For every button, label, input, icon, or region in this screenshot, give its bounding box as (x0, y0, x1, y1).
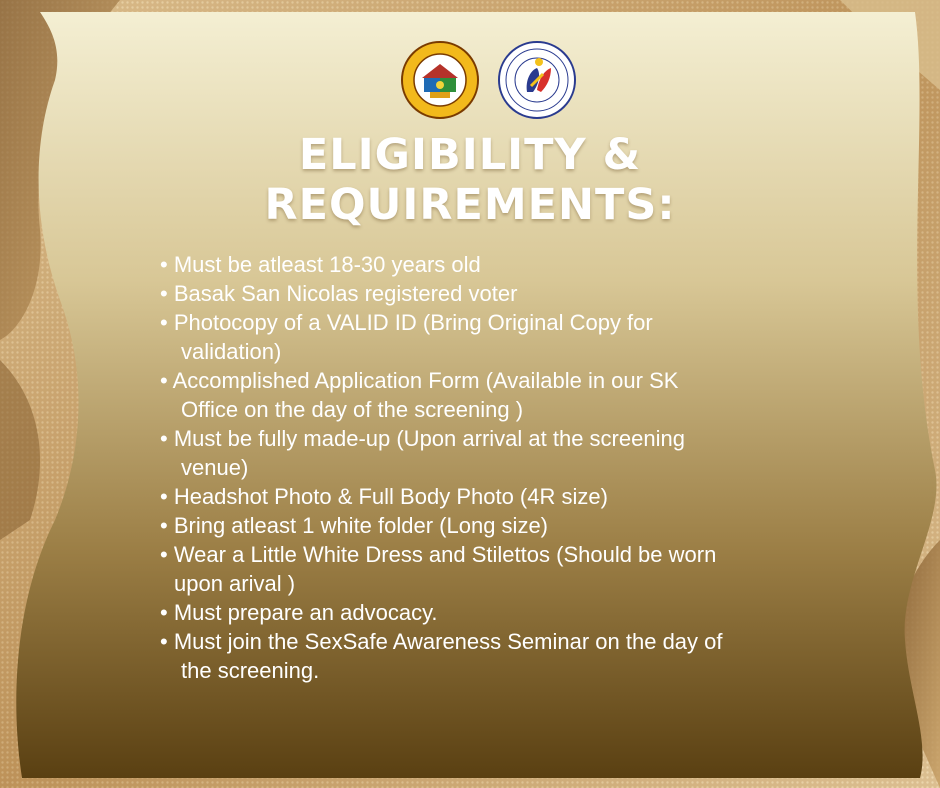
list-item (160, 366, 850, 424)
basak-san-nicolas-seal-icon (400, 40, 480, 120)
list-item-text: • Bring atleast 1 white folder (Long size) (160, 513, 549, 538)
list-item (160, 627, 850, 685)
sangguniang-kabataan-seal-icon (497, 40, 577, 120)
list-item (160, 424, 850, 482)
logo-row (0, 40, 940, 120)
list-item-text: • Basak San Nicolas registered voter (160, 281, 518, 306)
list-item-text: • Must be fully made-up (Upon arrival at the screening (160, 426, 685, 451)
list-item-text-continued: upon arival ) (174, 571, 296, 596)
list-item (160, 598, 850, 627)
list-item-text: • Headshot Photo & Full Body Photo (4R size) (160, 484, 608, 509)
list-item-text: • Must prepare an advocacy. (160, 600, 438, 625)
list-item-text: • Wear a Little White Dress and Stilettos (Should be worn (160, 542, 717, 567)
page-title-line-2: REQUIREMENTS: (264, 180, 676, 230)
list-item (160, 279, 850, 308)
list-item (160, 511, 850, 540)
list-item-text-continued: Office on the day of the screening ) (181, 397, 524, 422)
list-item (160, 308, 850, 366)
list-item-text: • Photocopy of a VALID ID (Bring Original Copy for (160, 310, 653, 335)
list-item (160, 482, 850, 511)
list-item-text: • Must be atleast 18-30 years old (160, 252, 481, 277)
list-item-text-continued: venue) (181, 455, 249, 480)
list-item-text: • Must join the SexSafe Awareness Seminar on the day of (160, 629, 723, 654)
list-item (160, 540, 850, 598)
list-item-text-continued: validation) (181, 339, 282, 364)
list-item (160, 250, 850, 279)
page-title-line-1: ELIGIBILITY & (298, 130, 642, 180)
page-title (0, 130, 940, 230)
requirements-list (160, 250, 850, 685)
list-item-text-continued: the screening. (181, 658, 320, 683)
list-item-text: • Accomplished Application Form (Available in our SK (160, 368, 679, 393)
